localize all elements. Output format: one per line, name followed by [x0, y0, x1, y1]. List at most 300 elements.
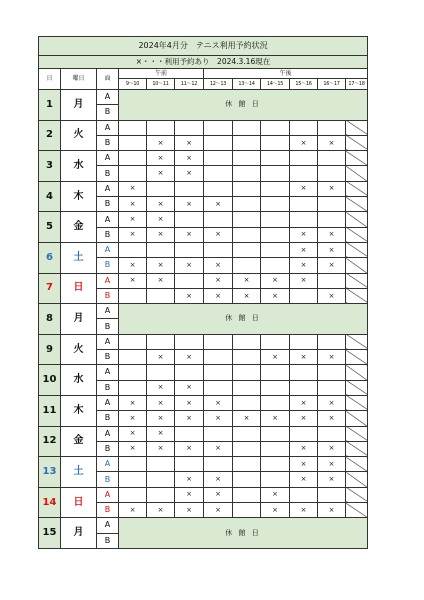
unavailable-slot	[346, 227, 368, 242]
court-a: A	[97, 151, 119, 166]
reserved-slot: ×	[119, 395, 147, 410]
court-b: B	[97, 350, 119, 365]
open-slot	[233, 457, 261, 472]
reserved-slot: ×	[147, 197, 175, 212]
open-slot	[261, 135, 290, 150]
open-slot	[204, 365, 233, 380]
open-slot	[204, 166, 233, 181]
reserved-slot: ×	[147, 380, 175, 395]
court-b: B	[97, 166, 119, 181]
day-number: 8	[39, 304, 61, 335]
unavailable-slot	[346, 441, 368, 456]
court-a: A	[97, 457, 119, 472]
closed-day: 休 館 日	[119, 304, 368, 335]
weekday-label: 土	[61, 457, 97, 488]
unavailable-slot	[346, 365, 368, 380]
open-slot	[290, 151, 318, 166]
open-slot	[119, 288, 147, 303]
open-slot	[175, 334, 204, 349]
reservation-sheet	[38, 36, 367, 549]
unavailable-slot	[346, 334, 368, 349]
reserved-slot: ×	[318, 441, 346, 456]
reserved-slot: ×	[175, 197, 204, 212]
unavailable-slot	[346, 273, 368, 288]
open-slot	[204, 212, 233, 227]
open-slot	[147, 120, 175, 135]
open-slot	[261, 151, 290, 166]
reserved-slot: ×	[233, 288, 261, 303]
open-slot	[233, 487, 261, 502]
open-slot	[290, 365, 318, 380]
reserved-slot: ×	[175, 472, 204, 487]
open-slot	[119, 365, 147, 380]
day-row	[39, 518, 368, 533]
reserved-slot: ×	[119, 503, 147, 518]
open-slot	[290, 197, 318, 212]
reserved-slot: ×	[290, 457, 318, 472]
open-slot	[261, 380, 290, 395]
reserved-slot: ×	[204, 197, 233, 212]
day-number: 13	[39, 457, 61, 488]
reserved-slot: ×	[204, 258, 233, 273]
open-slot	[175, 457, 204, 472]
reserved-slot: ×	[147, 503, 175, 518]
reserved-slot: ×	[175, 151, 204, 166]
reserved-slot: ×	[290, 350, 318, 365]
unavailable-slot	[346, 426, 368, 441]
open-slot	[147, 288, 175, 303]
day-number: 1	[39, 90, 61, 121]
reserved-slot: ×	[318, 411, 346, 426]
reserved-slot: ×	[147, 151, 175, 166]
day-row	[39, 90, 368, 105]
reserved-slot: ×	[175, 258, 204, 273]
open-slot	[261, 472, 290, 487]
day-row	[39, 212, 368, 227]
unavailable-slot	[346, 166, 368, 181]
reserved-slot: ×	[119, 441, 147, 456]
open-slot	[290, 120, 318, 135]
open-slot	[290, 334, 318, 349]
open-slot	[233, 441, 261, 456]
open-slot	[318, 120, 346, 135]
weekday-label: 水	[61, 365, 97, 396]
unavailable-slot	[346, 350, 368, 365]
open-slot	[204, 426, 233, 441]
unavailable-slot	[346, 380, 368, 395]
header-day: 日	[39, 69, 61, 90]
reserved-slot: ×	[290, 227, 318, 242]
day-number: 2	[39, 120, 61, 151]
reserved-slot: ×	[147, 273, 175, 288]
court-a: A	[97, 181, 119, 196]
reserved-slot: ×	[290, 472, 318, 487]
day-number: 6	[39, 242, 61, 273]
open-slot	[233, 120, 261, 135]
reserved-slot: ×	[147, 411, 175, 426]
court-a: A	[97, 242, 119, 257]
open-slot	[233, 258, 261, 273]
weekday-label: 金	[61, 426, 97, 457]
day-row	[39, 242, 368, 257]
header-weekday: 曜日	[61, 69, 97, 90]
reserved-slot: ×	[175, 135, 204, 150]
open-slot	[318, 426, 346, 441]
court-b: B	[97, 135, 119, 150]
reserved-slot: ×	[204, 487, 233, 502]
reserved-slot: ×	[204, 273, 233, 288]
reserved-slot: ×	[204, 395, 233, 410]
reserved-slot: ×	[204, 288, 233, 303]
open-slot	[233, 472, 261, 487]
court-a: A	[97, 273, 119, 288]
court-b: B	[97, 533, 119, 548]
open-slot	[261, 426, 290, 441]
unavailable-slot	[346, 395, 368, 410]
weekday-label: 月	[61, 518, 97, 549]
open-slot	[119, 135, 147, 150]
open-slot	[147, 365, 175, 380]
hour-header: 11～12	[175, 79, 204, 90]
open-slot	[233, 380, 261, 395]
open-slot	[233, 197, 261, 212]
open-slot	[261, 365, 290, 380]
reserved-slot: ×	[261, 411, 290, 426]
day-number: 15	[39, 518, 61, 549]
open-slot	[261, 227, 290, 242]
reserved-slot: ×	[175, 487, 204, 502]
weekday-label: 土	[61, 242, 97, 273]
open-slot	[261, 120, 290, 135]
open-slot	[233, 212, 261, 227]
open-slot	[119, 242, 147, 257]
hour-header: 13～14	[233, 79, 261, 90]
reserved-slot: ×	[290, 503, 318, 518]
hour-header: 14～15	[261, 79, 290, 90]
court-a: A	[97, 395, 119, 410]
court-b: B	[97, 319, 119, 334]
reserved-slot: ×	[175, 503, 204, 518]
weekday-label: 火	[61, 334, 97, 365]
reserved-slot: ×	[147, 395, 175, 410]
reserved-slot: ×	[119, 181, 147, 196]
court-a: A	[97, 212, 119, 227]
reserved-slot: ×	[318, 135, 346, 150]
open-slot	[233, 395, 261, 410]
open-slot	[119, 457, 147, 472]
reserved-slot: ×	[290, 273, 318, 288]
open-slot	[119, 472, 147, 487]
unavailable-slot	[346, 288, 368, 303]
open-slot	[204, 380, 233, 395]
open-slot	[119, 380, 147, 395]
reserved-slot: ×	[204, 441, 233, 456]
reserved-slot: ×	[233, 411, 261, 426]
unavailable-slot	[346, 457, 368, 472]
day-number: 12	[39, 426, 61, 457]
open-slot	[147, 242, 175, 257]
closed-day: 休 館 日	[119, 90, 368, 121]
open-slot	[233, 227, 261, 242]
court-b: B	[97, 288, 119, 303]
day-number: 9	[39, 334, 61, 365]
open-slot	[233, 166, 261, 181]
reserved-slot: ×	[119, 227, 147, 242]
open-slot	[261, 258, 290, 273]
reserved-slot: ×	[175, 288, 204, 303]
reserved-slot: ×	[290, 411, 318, 426]
reserved-slot: ×	[261, 350, 290, 365]
court-a: A	[97, 304, 119, 319]
reserved-slot: ×	[147, 426, 175, 441]
open-slot	[233, 181, 261, 196]
reserved-slot: ×	[318, 503, 346, 518]
reserved-slot: ×	[233, 273, 261, 288]
weekday-label: 木	[61, 181, 97, 212]
open-slot	[261, 181, 290, 196]
court-b: B	[97, 411, 119, 426]
open-slot	[175, 120, 204, 135]
open-slot	[147, 472, 175, 487]
weekday-label: 月	[61, 90, 97, 121]
court-a: A	[97, 334, 119, 349]
reserved-slot: ×	[318, 242, 346, 257]
reserved-slot: ×	[204, 227, 233, 242]
unavailable-slot	[346, 135, 368, 150]
weekday-label: 日	[61, 273, 97, 304]
court-b: B	[97, 105, 119, 120]
court-b: B	[97, 380, 119, 395]
open-slot	[233, 151, 261, 166]
reserved-slot: ×	[261, 288, 290, 303]
header-pm: 午後	[204, 69, 368, 79]
day-row	[39, 181, 368, 196]
open-slot	[204, 457, 233, 472]
reserved-slot: ×	[175, 395, 204, 410]
reserved-slot: ×	[318, 288, 346, 303]
reserved-slot: ×	[318, 350, 346, 365]
reserved-slot: ×	[261, 487, 290, 502]
unavailable-slot	[346, 472, 368, 487]
day-number: 3	[39, 151, 61, 182]
open-slot	[204, 242, 233, 257]
unavailable-slot	[346, 487, 368, 502]
day-number: 5	[39, 212, 61, 243]
reserved-slot: ×	[147, 227, 175, 242]
open-slot	[204, 135, 233, 150]
reserved-slot: ×	[318, 472, 346, 487]
court-a: A	[97, 426, 119, 441]
reserved-slot: ×	[204, 472, 233, 487]
open-slot	[261, 441, 290, 456]
sheet-note: ×・・・利用予約あり 2024.3.16現在	[39, 56, 368, 69]
unavailable-slot	[346, 411, 368, 426]
unavailable-slot	[346, 212, 368, 227]
day-row	[39, 395, 368, 410]
open-slot	[119, 120, 147, 135]
open-slot	[233, 135, 261, 150]
reserved-slot: ×	[175, 227, 204, 242]
open-slot	[233, 503, 261, 518]
day-row	[39, 151, 368, 166]
day-row	[39, 426, 368, 441]
day-row	[39, 365, 368, 380]
reserved-slot: ×	[175, 411, 204, 426]
open-slot	[318, 166, 346, 181]
open-slot	[261, 242, 290, 257]
reserved-slot: ×	[147, 350, 175, 365]
reserved-slot: ×	[290, 242, 318, 257]
unavailable-slot	[346, 503, 368, 518]
open-slot	[290, 380, 318, 395]
open-slot	[204, 350, 233, 365]
open-slot	[290, 166, 318, 181]
unavailable-slot	[346, 151, 368, 166]
hour-header: 16～17	[318, 79, 346, 90]
day-number: 14	[39, 487, 61, 518]
day-row	[39, 487, 368, 502]
reserved-slot: ×	[318, 258, 346, 273]
day-number: 7	[39, 273, 61, 304]
open-slot	[233, 334, 261, 349]
reserved-slot: ×	[147, 212, 175, 227]
open-slot	[204, 181, 233, 196]
reserved-slot: ×	[175, 380, 204, 395]
open-slot	[204, 334, 233, 349]
reserved-slot: ×	[204, 411, 233, 426]
unavailable-slot	[346, 197, 368, 212]
open-slot	[175, 426, 204, 441]
weekday-label: 月	[61, 304, 97, 335]
reserved-slot: ×	[290, 135, 318, 150]
day-row	[39, 304, 368, 319]
reserved-slot: ×	[119, 273, 147, 288]
open-slot	[261, 395, 290, 410]
open-slot	[233, 350, 261, 365]
open-slot	[318, 365, 346, 380]
open-slot	[233, 426, 261, 441]
reserved-slot: ×	[318, 395, 346, 410]
unavailable-slot	[346, 258, 368, 273]
weekday-label: 木	[61, 395, 97, 426]
open-slot	[175, 365, 204, 380]
open-slot	[290, 212, 318, 227]
closed-day: 休 館 日	[119, 518, 368, 549]
hour-header: 9～10	[119, 79, 147, 90]
hour-header: 15～16	[290, 79, 318, 90]
weekday-label: 金	[61, 212, 97, 243]
reserved-slot: ×	[175, 441, 204, 456]
day-row	[39, 120, 368, 135]
unavailable-slot	[346, 181, 368, 196]
day-row	[39, 334, 368, 349]
open-slot	[204, 120, 233, 135]
reserved-slot: ×	[318, 457, 346, 472]
open-slot	[175, 273, 204, 288]
court-a: A	[97, 90, 119, 105]
reserved-slot: ×	[147, 441, 175, 456]
sheet-title: 2024年4月分 テニス利用予約状況	[39, 37, 368, 56]
unavailable-slot	[346, 242, 368, 257]
court-a: A	[97, 487, 119, 502]
reserved-slot: ×	[175, 350, 204, 365]
header-court: 面	[97, 69, 119, 90]
court-b: B	[97, 197, 119, 212]
open-slot	[204, 151, 233, 166]
open-slot	[119, 334, 147, 349]
open-slot	[233, 242, 261, 257]
open-slot	[261, 166, 290, 181]
open-slot	[175, 212, 204, 227]
open-slot	[261, 197, 290, 212]
reserved-slot: ×	[261, 503, 290, 518]
hour-header: 12～13	[204, 79, 233, 90]
weekday-label: 水	[61, 151, 97, 182]
reserved-slot: ×	[290, 258, 318, 273]
court-b: B	[97, 441, 119, 456]
reserved-slot: ×	[119, 197, 147, 212]
open-slot	[147, 181, 175, 196]
reserved-slot: ×	[261, 273, 290, 288]
open-slot	[175, 181, 204, 196]
open-slot	[318, 212, 346, 227]
court-b: B	[97, 503, 119, 518]
weekday-label: 日	[61, 487, 97, 518]
court-b: B	[97, 258, 119, 273]
open-slot	[147, 487, 175, 502]
day-number: 10	[39, 365, 61, 396]
reserved-slot: ×	[175, 166, 204, 181]
open-slot	[119, 151, 147, 166]
open-slot	[318, 151, 346, 166]
court-a: A	[97, 365, 119, 380]
open-slot	[147, 457, 175, 472]
court-b: B	[97, 472, 119, 487]
reserved-slot: ×	[318, 181, 346, 196]
reserved-slot: ×	[318, 227, 346, 242]
reserved-slot: ×	[119, 426, 147, 441]
open-slot	[318, 487, 346, 502]
open-slot	[175, 242, 204, 257]
hour-header: 10～11	[147, 79, 175, 90]
open-slot	[290, 487, 318, 502]
day-number: 4	[39, 181, 61, 212]
reserved-slot: ×	[147, 166, 175, 181]
reserved-slot: ×	[147, 135, 175, 150]
day-row	[39, 457, 368, 472]
open-slot	[290, 288, 318, 303]
open-slot	[318, 197, 346, 212]
reserved-slot: ×	[119, 212, 147, 227]
open-slot	[318, 380, 346, 395]
reserved-slot: ×	[119, 411, 147, 426]
open-slot	[318, 334, 346, 349]
open-slot	[261, 212, 290, 227]
reservation-table	[38, 36, 368, 549]
reserved-slot: ×	[119, 258, 147, 273]
reserved-slot: ×	[290, 181, 318, 196]
open-slot	[119, 350, 147, 365]
weekday-label: 火	[61, 120, 97, 151]
header-am: 午前	[119, 69, 204, 79]
court-a: A	[97, 120, 119, 135]
day-row	[39, 273, 368, 288]
open-slot	[119, 487, 147, 502]
court-a: A	[97, 518, 119, 533]
hour-header: 17～18	[346, 79, 368, 90]
open-slot	[147, 334, 175, 349]
open-slot	[261, 334, 290, 349]
